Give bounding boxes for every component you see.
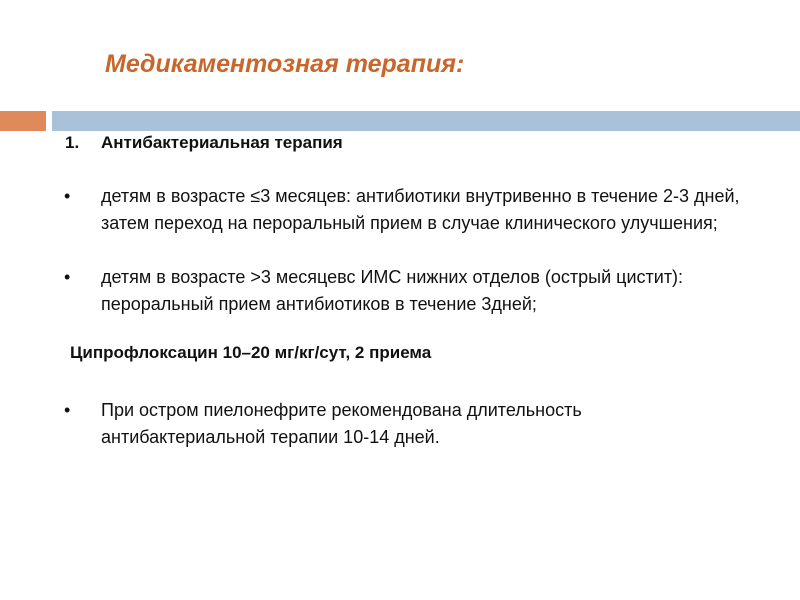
list-item [64, 397, 744, 451]
list-number: 1. [65, 133, 80, 152]
dosage-line: Ципрофлоксацин 10–20 мг/кг/сут, 2 приема [70, 343, 432, 362]
bullet-text: детям в возрасте ≤3 месяцев: антибиотики внутривенно в течение 2-3 дней, затем переход на пероральный прием в случае клинического улучшения; [101, 186, 740, 233]
section-heading: Антибактериальная терапия [101, 133, 343, 152]
bullet-text: детям в возрасте >3 месяцевс ИМС нижних отделов (острый цистит): пероральный прием антибиотиков в течение 3дней; [101, 267, 684, 314]
bullet-text: При остром пиелонефрите рекомендована длительность антибактериальной терапии 10-14 дней. [101, 400, 582, 447]
bullet-icon: • [64, 267, 71, 287]
list-item [64, 264, 744, 318]
list-item [64, 183, 744, 237]
bullet-icon: • [64, 186, 71, 206]
bullet-icon: • [64, 400, 71, 420]
numbered-heading [65, 133, 343, 153]
header-accent-bar [0, 111, 46, 131]
header-divider-bar [52, 111, 800, 131]
slide-title: Медикаментозная терапия: [105, 50, 465, 78]
